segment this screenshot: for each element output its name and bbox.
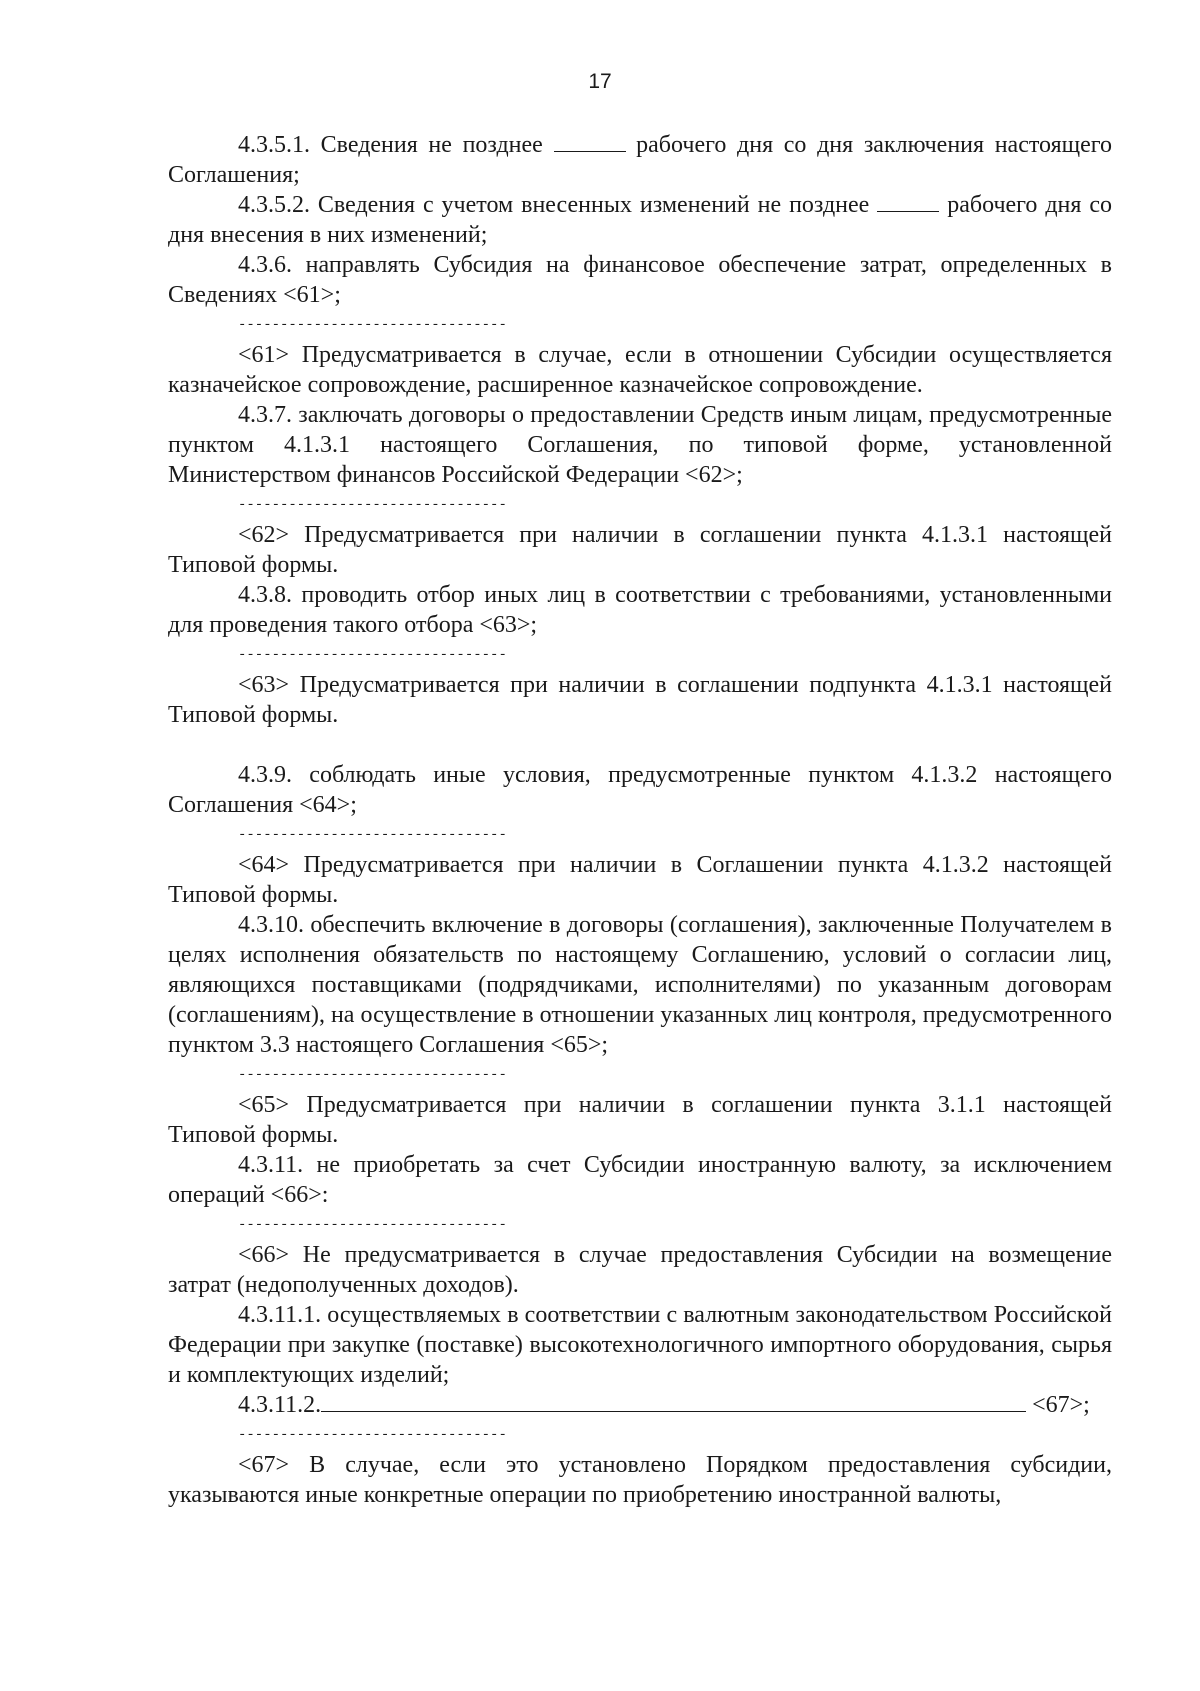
footnote-67: <67> В случае, если это установлено Порядком предоставления субсидии, указываются иные конкретные операции по приобретению иностранной валюты, (168, 1452, 1112, 1508)
footnote-separator: -------------------------------- (238, 1217, 507, 1233)
blank-field (554, 133, 626, 152)
paragraph-4-3-11: 4.3.11. не приобретать за счет Субсидии иностранную валюту, за исключением операций <66>: (168, 1152, 1112, 1208)
footnote-63: <63> Предусматривается при наличии в соглашении подпункта 4.1.3.1 настоящей Типовой формы. (168, 672, 1112, 728)
paragraph-4-3-7: 4.3.7. заключать договоры о предоставлении Средств иным лицам, предусмотренные пунктом 4.1.3.1 настоящего Соглашения, по типовой форме, установленной Министерством финансов Российской Федерации <62>; (168, 402, 1112, 488)
paragraph-4-3-9: 4.3.9. соблюдать иные условия, предусмотренные пунктом 4.1.3.2 настоящего Соглашения <64>; (168, 762, 1112, 818)
blank-field (877, 193, 939, 212)
paragraph-4-3-8: 4.3.8. проводить отбор иных лиц в соответствии с требованиями, установленными для проведения такого отбора <63>; (168, 582, 1112, 638)
footnote-65: <65> Предусматривается при наличии в соглашении пункта 3.1.1 настоящей Типовой формы. (168, 1092, 1112, 1148)
footnote-separator: -------------------------------- (238, 497, 507, 513)
footnote-separator: -------------------------------- (238, 827, 507, 843)
paragraph-4-3-5-1-end: рабочего дня со дня заключения настоящего Соглашения; (168, 132, 1112, 188)
paragraph-4-3-11-2 (168, 1390, 1112, 1420)
paragraph-4-3-5-2-end: рабочего дня со дня внесения в них изменений; (168, 192, 1113, 248)
paragraph-4-3-10: 4.3.10. обеспечить включение в договоры (соглашения), заключенные Получателем в целях исполнения обязательств по настоящему Соглашению, условий о согласии лиц, являющихся поставщиками (подрядчиками, исполнителями) по указанным договорам (соглашениям), на осуществление в отношении указанных лиц контроля, предусмотренного пунктом 3.3 настоящего Соглашения <65>; (168, 912, 1112, 1058)
page-number: 17 (588, 70, 612, 93)
footnote-64: <64> Предусматривается при наличии в Соглашении пункта 4.1.3.2 настоящей Типовой формы. (168, 852, 1112, 908)
paragraph-4-3-11-2-number: 4.3.11.2. (238, 1392, 322, 1418)
spacer (168, 730, 1112, 760)
paragraph-4-3-11-1: 4.3.11.1. осуществляемых в соответствии с валютным законодательством Российской Федерации при закупке (поставке) высокотехнологичного импортного оборудования, сырья и комплектующих изделий; (168, 1302, 1112, 1388)
footnote-66: <66> Не предусматривается в случае предоставления Субсидии на возмещение затрат (недополученных доходов). (168, 1242, 1112, 1298)
paragraph-4-3-5-2-start: 4.3.5.2. Сведения с учетом внесенных изменений не позднее (238, 192, 870, 218)
footnote-ref-67: <67>; (1032, 1392, 1090, 1418)
footnote-separator: -------------------------------- (238, 647, 507, 663)
footnote-61: <61> Предусматривается в случае, если в отношении Субсидии осуществляется казначейское сопровождение, расширенное казначейское сопровождение. (168, 342, 1112, 398)
paragraph-4-3-6: 4.3.6. направлять Субсидия на финансовое обеспечение затрат, определенных в Сведениях <61>; (168, 252, 1112, 308)
footnote-separator: -------------------------------- (238, 1067, 507, 1083)
paragraph-4-3-5-1-start: 4.3.5.1. Сведения не позднее (238, 132, 543, 158)
blank-field (321, 1393, 1026, 1412)
footnote-separator: -------------------------------- (238, 1427, 507, 1443)
paragraph-4-3-5-2 (168, 190, 1112, 250)
document-body (168, 130, 1112, 1510)
paragraph-4-3-5-1 (168, 130, 1112, 190)
footnote-separator: -------------------------------- (238, 317, 507, 333)
footnote-62: <62> Предусматривается при наличии в соглашении пункта 4.1.3.1 настоящей Типовой формы. (168, 522, 1112, 578)
